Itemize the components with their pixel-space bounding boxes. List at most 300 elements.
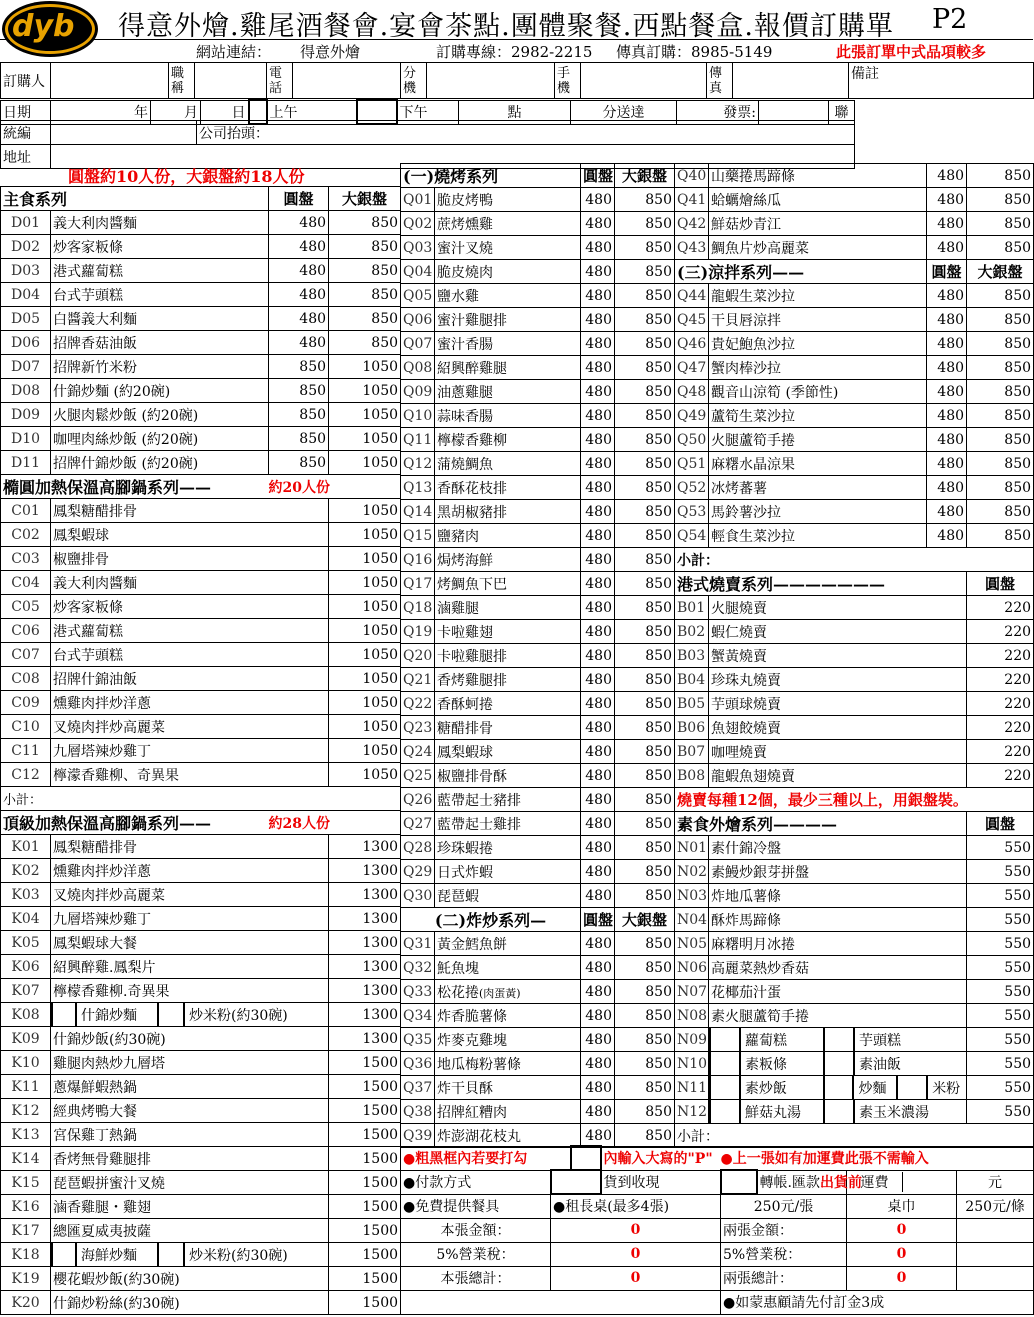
cold-round-header: 圓盤: [927, 260, 967, 284]
item-code: Q10: [401, 404, 435, 428]
pot-price: 1500: [329, 1123, 401, 1147]
menu-item-name[interactable]: 招牌什錦油飯: [51, 667, 329, 691]
item-code: K08: [1, 1003, 51, 1027]
item-code: B06: [675, 716, 709, 740]
silver-price: 850: [967, 308, 1034, 332]
item-code: C02: [1, 523, 51, 547]
item-code: N08: [675, 1004, 709, 1028]
pot-price: 1300: [329, 883, 401, 907]
menu-item-name[interactable]: 咖哩肉絲炒飯 (約20碗): [51, 427, 269, 451]
round-price: 480: [927, 428, 967, 452]
round-price: 550: [967, 908, 1034, 932]
round-price: 480: [927, 404, 967, 428]
item-code: K10: [1, 1051, 51, 1075]
phone-field[interactable]: [293, 63, 401, 99]
menu-item-name[interactable]: 油蔥雞腿: [435, 380, 581, 404]
silver-price: 850: [615, 836, 675, 860]
item-code: B05: [675, 692, 709, 716]
menu-item-name[interactable]: 蔥爆鮮蝦熱鍋: [51, 1075, 329, 1099]
item-code: C04: [1, 571, 51, 595]
order-form: [0, 62, 1034, 99]
item-code: Q13: [401, 476, 435, 500]
menu-item-name[interactable]: 檸檬香雞柳: [435, 428, 581, 452]
menu-item-name[interactable]: 蜜汁叉燒: [435, 236, 581, 260]
choice-checkbox[interactable]: [709, 1100, 741, 1123]
pot-price: 1300: [329, 955, 401, 979]
round-price: 480: [581, 1028, 615, 1052]
address-label: 地址: [1, 145, 51, 169]
menu-item-name[interactable]: 九層塔辣炒雞丁: [51, 907, 329, 931]
menu-item-name[interactable]: 芋頭球燒賣: [709, 692, 967, 716]
choice-checkbox[interactable]: [896, 1076, 928, 1099]
cod-checkbox[interactable]: [551, 1170, 601, 1194]
item-code: C03: [1, 547, 51, 571]
choice-checkbox[interactable]: [823, 1052, 855, 1075]
menu-item-name[interactable]: 紹興醉雞.鳳梨片: [51, 955, 329, 979]
menu-item-name[interactable]: 鳳梨蝦球: [435, 740, 581, 764]
menu-item-name[interactable]: 冰烤蕃薯: [709, 476, 927, 500]
round-price: 480: [581, 620, 615, 644]
silver-price: 850: [615, 788, 675, 812]
item-code: Q25: [401, 764, 435, 788]
item-code: Q19: [401, 620, 435, 644]
menu-item-name[interactable]: 卡啦雞翅: [435, 620, 581, 644]
item-code: N01: [675, 836, 709, 860]
choice-label: 海鮮炒麵: [81, 1247, 137, 1264]
menu-item-name[interactable]: 炸澎湖花枝丸: [435, 1124, 581, 1148]
menu-item-name[interactable]: 火腿肉鬆炒飯 (約20碗): [51, 403, 269, 427]
choice-label: 炒米粉(約30碗): [189, 1007, 288, 1024]
round-price: 480: [581, 428, 615, 452]
menu-item-name[interactable]: 酥炸馬蹄條: [709, 908, 967, 932]
buyer-field[interactable]: [51, 63, 169, 99]
round-price: 550: [967, 1076, 1034, 1100]
round-price: 480: [927, 236, 967, 260]
dyb-logo: dyb: [2, 1, 98, 57]
menu-item-name[interactable]: 炸干貝酥: [435, 1076, 581, 1100]
menu-item-name[interactable]: 鳳梨蝦球: [51, 523, 329, 547]
menu-item-name[interactable]: 香酥花枝排: [435, 476, 581, 500]
q-series-title: (一)燒烤系列: [401, 164, 581, 188]
mobile-field[interactable]: [581, 63, 707, 99]
pot-price: 1500: [329, 1075, 401, 1099]
item-code: D07: [1, 355, 51, 379]
menu-item-name[interactable]: 鳳梨糖醋排骨: [51, 499, 329, 523]
title-field[interactable]: [195, 63, 267, 99]
round-price: 550: [967, 932, 1034, 956]
menu-item-name[interactable]: 琵琶蝦: [435, 884, 581, 908]
pot-price: 1500: [329, 1099, 401, 1123]
pot-price: 1300: [329, 1003, 401, 1027]
menu-item-name[interactable]: 花椰茄汁蛋: [709, 980, 967, 1004]
menu-item-name[interactable]: 燻雞肉拌炒洋蔥: [51, 859, 329, 883]
silver-price: 850: [615, 452, 675, 476]
menu-item-name[interactable]: 咖哩燒賣: [709, 740, 967, 764]
pot-price: 1050: [329, 643, 401, 667]
date-label: 日期: [1, 100, 51, 124]
menu-item-name[interactable]: 炒客家粄條: [51, 595, 329, 619]
silver-price: 850: [615, 212, 675, 236]
menu-item-name[interactable]: 干貝唇涼拌: [709, 308, 927, 332]
menu-item-name[interactable]: 炒客家粄條: [51, 235, 269, 259]
item-code: N11: [675, 1076, 709, 1100]
menu-item-name[interactable]: 港式蘿蔔糕: [51, 619, 329, 643]
silver-price: 850: [329, 235, 401, 259]
c-people-note: 約20人份: [269, 475, 401, 499]
round-price: 850: [269, 355, 329, 379]
choice-label: 炒米粉(約30碗): [189, 1247, 288, 1264]
menu-item-name[interactable]: 什錦炒粉絲(約30碗): [51, 1291, 329, 1315]
menu-item-name[interactable]: 白醬義大利麵: [51, 307, 269, 331]
choice-checkbox[interactable]: [157, 1003, 185, 1026]
menu-item-name[interactable]: 燻雞肉拌炒洋蔥: [51, 691, 329, 715]
menu-item-name[interactable]: 香烤無骨雞腿排: [51, 1147, 329, 1171]
item-code: D03: [1, 259, 51, 283]
menu-item-name[interactable]: 鮮菇炒青江: [709, 212, 927, 236]
round-price: 480: [927, 500, 967, 524]
round-price: 480: [581, 236, 615, 260]
order-footer: [400, 1145, 1034, 1315]
silver-price: 850: [967, 188, 1034, 212]
menu-item-name[interactable]: 滷香雞腿・雞翅: [51, 1195, 329, 1219]
menu-item-name[interactable]: 輕食生菜沙拉: [709, 524, 927, 548]
item-code: Q46: [675, 332, 709, 356]
item-code: D08: [1, 379, 51, 403]
tax-id-field[interactable]: [51, 121, 197, 145]
menu-item-name[interactable]: 卡啦雞腿排: [435, 644, 581, 668]
menu-item-name[interactable]: 珍珠丸燒賣: [709, 668, 967, 692]
round-header: 圓盤: [269, 187, 329, 211]
freight-cell: [847, 1170, 957, 1194]
menu-item-name[interactable]: 素火腿蘆筍手捲: [709, 1004, 967, 1028]
menu-item-name[interactable]: 素鰻炒銀芽拼盤: [709, 860, 967, 884]
menu-item-name[interactable]: 叉燒肉拌炒高麗菜: [51, 715, 329, 739]
menu-item-name[interactable]: 什錦炒飯(約30碗): [51, 1027, 329, 1051]
choice-checkbox[interactable]: [709, 1052, 741, 1075]
menu-item-name[interactable]: 貴妃鮑魚沙拉: [709, 332, 927, 356]
round-price: 850: [269, 379, 329, 403]
mark-checkbox[interactable]: [571, 1146, 601, 1170]
menu-item-name[interactable]: 經典烤鴨大餐: [51, 1099, 329, 1123]
cold-silver-header: 大銀盤: [967, 260, 1034, 284]
menu-item-name[interactable]: 蟹肉棒沙拉: [709, 356, 927, 380]
silver-price: 850: [615, 404, 675, 428]
item-code: B07: [675, 740, 709, 764]
item-code: K11: [1, 1075, 51, 1099]
item-code: K20: [1, 1291, 51, 1315]
n-series-title: 素食外燴系列————: [675, 812, 967, 836]
silver-price: 850: [967, 500, 1034, 524]
menu-item-name[interactable]: 炸香脆薯條: [435, 1004, 581, 1028]
round-price: 480: [581, 836, 615, 860]
round-price: 480: [581, 524, 615, 548]
item-code: Q36: [401, 1052, 435, 1076]
menu-item-name[interactable]: 香酥蚵捲: [435, 692, 581, 716]
menu-item-name[interactable]: 黃金鱈魚餅: [435, 932, 581, 956]
silver-price: 1050: [329, 451, 401, 475]
menu-item-name[interactable]: 招牌什錦炒飯 (約20碗): [51, 451, 269, 475]
silver-price: 850: [615, 1028, 675, 1052]
menu-item-name[interactable]: 魚翅餃燒賣: [709, 716, 967, 740]
item-code: C07: [1, 643, 51, 667]
silver-price: 850: [615, 188, 675, 212]
silver-price: 850: [967, 212, 1034, 236]
silver-price: 850: [615, 932, 675, 956]
site-link[interactable]: 得意外燴: [300, 43, 361, 61]
menu-item-name[interactable]: 觀音山涼筍 (季節性): [709, 380, 927, 404]
menu-item-name[interactable]: 蟹黃燒賣: [709, 644, 967, 668]
menu-item-name[interactable]: 蝦仁燒賣: [709, 620, 967, 644]
menu-item-name[interactable]: 櫻花蝦炒飯(約30碗): [51, 1267, 329, 1291]
item-code: Q22: [401, 692, 435, 716]
menu-item-name[interactable]: 火腿燒賣: [709, 596, 967, 620]
round-price: 480: [581, 212, 615, 236]
round-price: 480: [581, 860, 615, 884]
silver-price: 850: [967, 284, 1034, 308]
menu-item-name[interactable]: 藍帶起士雞排: [435, 812, 581, 836]
item-code: Q23: [401, 716, 435, 740]
silver-price: 1050: [329, 355, 401, 379]
menu-item-name[interactable]: 椒鹽排骨酥: [435, 764, 581, 788]
mobile-label: 手機: [555, 63, 581, 99]
silver-price: 850: [615, 572, 675, 596]
silver-price: 850: [967, 404, 1034, 428]
pot-price: 1300: [329, 931, 401, 955]
round-price: 480: [927, 452, 967, 476]
round-price: 550: [967, 1028, 1034, 1052]
round-price: 550: [967, 884, 1034, 908]
choice-cell: [51, 1243, 329, 1267]
menu-item-name[interactable]: 雞腿肉熱炒九層塔: [51, 1051, 329, 1075]
menu-item-name[interactable]: 松花捲(肉蛋黃): [435, 980, 581, 1004]
menu-item-name[interactable]: 高麗菜熱炒香菇: [709, 956, 967, 980]
phone-label: 電話: [267, 63, 293, 99]
choice-cell: [709, 1052, 967, 1076]
menu-item-name[interactable]: 香烤雞腿排: [435, 668, 581, 692]
item-code: K05: [1, 931, 51, 955]
month-label: 月: [151, 100, 201, 124]
silver-price: 850: [329, 259, 401, 283]
menu-item-name[interactable]: 招牌香菇油飯: [51, 331, 269, 355]
pot-price: 1500: [329, 1291, 401, 1315]
item-code: Q51: [675, 452, 709, 476]
menu-item-name[interactable]: 烤鯛魚下巴: [435, 572, 581, 596]
choice-checkbox[interactable]: [823, 1076, 855, 1099]
item-code: K01: [1, 835, 51, 859]
round-price: 480: [581, 500, 615, 524]
item-code: K15: [1, 1171, 51, 1195]
pot-price: 1050: [329, 619, 401, 643]
item-code: D01: [1, 211, 51, 235]
silver-price: 850: [615, 692, 675, 716]
am-label: 上午: [267, 100, 357, 124]
menu-item-name[interactable]: 麻糬明月冰捲: [709, 932, 967, 956]
menu-item-name[interactable]: 招牌紅糟肉: [435, 1100, 581, 1124]
round-price: 480: [581, 1124, 615, 1148]
menu-item-name[interactable]: 蜜汁香腸: [435, 332, 581, 356]
round-price: 550: [967, 956, 1034, 980]
round-price: 480: [581, 644, 615, 668]
choice-checkbox[interactable]: [157, 1243, 185, 1266]
menu-item-name[interactable]: 琵琶蝦拼蜜汁叉燒: [51, 1171, 329, 1195]
menu-item-name[interactable]: 鳳梨蝦球大餐: [51, 931, 329, 955]
menu-item-name[interactable]: 日式炸蝦: [435, 860, 581, 884]
silver-price: 850: [967, 428, 1034, 452]
menu-item-name[interactable]: 藍帶起士豬排: [435, 788, 581, 812]
menu-item-name[interactable]: 義大利肉醬麵: [51, 211, 269, 235]
item-code: Q21: [401, 668, 435, 692]
menu-item-name[interactable]: 蒲燒鯛魚: [435, 452, 581, 476]
choice-checkbox[interactable]: [51, 1003, 77, 1026]
menu-item-name[interactable]: 龍蝦生菜沙拉: [709, 284, 927, 308]
round-price: 480: [581, 260, 615, 284]
item-code: Q34: [401, 1004, 435, 1028]
hour-label: 點: [459, 100, 571, 124]
round-price: 850: [269, 403, 329, 427]
choice-checkbox[interactable]: [709, 1076, 741, 1099]
menu-item-name[interactable]: 鹽豬肉: [435, 524, 581, 548]
choice-cell: [709, 1028, 967, 1052]
menu-item-name[interactable]: 椒鹽排骨: [51, 547, 329, 571]
menu-item-name[interactable]: 火腿蘆筍手捲: [709, 428, 927, 452]
silver-price: 1050: [329, 403, 401, 427]
menu-item-name[interactable]: 總匯夏威夷披薩: [51, 1219, 329, 1243]
round-price: 480: [581, 764, 615, 788]
table-label: ●租長桌(最多4張): [551, 1194, 721, 1218]
menu-item-name[interactable]: 麻糬水晶涼果: [709, 452, 927, 476]
menu-item-name[interactable]: 台式芋頭糕: [51, 283, 269, 307]
menu-item-name[interactable]: 糖醋排骨: [435, 716, 581, 740]
menu-item-name[interactable]: 馬鈴薯沙拉: [709, 500, 927, 524]
menu-item-name[interactable]: 蔗烤燻雞: [435, 212, 581, 236]
menu-item-name[interactable]: 蘆筍生菜沙拉: [709, 404, 927, 428]
c-subtotal: 小計：: [1, 787, 401, 811]
item-code: C12: [1, 763, 51, 787]
item-code: B01: [675, 596, 709, 620]
menu-item-name[interactable]: 檸濛香雞柳、奇異果: [51, 763, 329, 787]
choice-checkbox[interactable]: [823, 1028, 855, 1051]
choice-checkbox[interactable]: [709, 1028, 741, 1051]
round-price: 480: [581, 332, 615, 356]
menu-item-name[interactable]: 台式芋頭糕: [51, 643, 329, 667]
order-phone: 訂購專線：2982-2215: [436, 43, 593, 61]
item-code: Q28: [401, 836, 435, 860]
menu-item-name[interactable]: 焗烤海鮮: [435, 548, 581, 572]
choice-checkbox[interactable]: [51, 1243, 77, 1266]
invoice-label: 發票:: [677, 100, 759, 124]
item-code: Q53: [675, 500, 709, 524]
round-price: 550: [967, 980, 1034, 1004]
menu-item-name[interactable]: 叉燒肉拌炒高麗菜: [51, 883, 329, 907]
pot-price: 1050: [329, 595, 401, 619]
menu-item-name[interactable]: 炸麥克雞塊: [435, 1028, 581, 1052]
menu-item-name[interactable]: 蛤蠣燴絲瓜: [709, 188, 927, 212]
pot-price: 1300: [329, 979, 401, 1003]
item-code: N04: [675, 908, 709, 932]
menu-item-name[interactable]: 什錦炒麵 (約20碗): [51, 379, 269, 403]
menu-item-name[interactable]: 檸檬香雞柳.奇異果: [51, 979, 329, 1003]
item-code: Q09: [401, 380, 435, 404]
menu-item-name[interactable]: 鳳梨糖醋排骨: [51, 835, 329, 859]
item-code: Q02: [401, 212, 435, 236]
round-price: 480: [927, 284, 967, 308]
menu-item-name[interactable]: 地瓜梅粉薯條: [435, 1052, 581, 1076]
n-round-header: 圓盤: [967, 812, 1034, 836]
round-price: 550: [967, 860, 1034, 884]
item-code: B04: [675, 668, 709, 692]
menu-item-name[interactable]: 蜜汁雞腿排: [435, 308, 581, 332]
choice-checkbox[interactable]: [823, 1100, 855, 1123]
item-code: Q49: [675, 404, 709, 428]
item-code: Q50: [675, 428, 709, 452]
menu-item-name[interactable]: 義大利肉醬麵: [51, 571, 329, 595]
item-code: N02: [675, 860, 709, 884]
menu-item-name[interactable]: 脆皮燒肉: [435, 260, 581, 284]
menu-item-name[interactable]: 鹽水雞: [435, 284, 581, 308]
menu-item-name[interactable]: 招牌新竹米粉: [51, 355, 269, 379]
menu-item-name[interactable]: 龍蝦魚翅燒賣: [709, 764, 967, 788]
item-code: K16: [1, 1195, 51, 1219]
pm-label: 下午: [397, 100, 459, 124]
item-code: D11: [1, 451, 51, 475]
menu-item-name[interactable]: 鯛魚片炒高麗菜: [709, 236, 927, 260]
menu-item-name[interactable]: 山藥捲馬蹄條: [709, 164, 927, 188]
round-price: 480: [581, 284, 615, 308]
choice-label: 素油飯: [859, 1056, 901, 1073]
silver-price: 850: [615, 620, 675, 644]
round-price: 480: [927, 476, 967, 500]
two-total-label: 兩張總計：: [721, 1266, 847, 1290]
round-price: 480: [269, 211, 329, 235]
item-code: D04: [1, 283, 51, 307]
round-price: 480: [269, 307, 329, 331]
fax-field[interactable]: [733, 63, 849, 99]
silver-price: 850: [615, 956, 675, 980]
ext-field[interactable]: [427, 63, 555, 99]
pot-price: 1300: [329, 1027, 401, 1051]
menu-item-name[interactable]: 魠魚塊: [435, 956, 581, 980]
ext-label: 分機: [401, 63, 427, 99]
menu-item-name[interactable]: 珍珠蝦捲: [435, 836, 581, 860]
item-code: D02: [1, 235, 51, 259]
menu-item-name[interactable]: 蒜味香腸: [435, 404, 581, 428]
mark-note-2: 內輸入大寫的"P": [601, 1146, 721, 1170]
menu-item-name[interactable]: 港式蘿蔔糕: [51, 259, 269, 283]
item-code: Q39: [401, 1124, 435, 1148]
menu-item-name[interactable]: 素什錦冷盤: [709, 836, 967, 860]
page-title: 得意外燴.雞尾酒餐會.宴會茶點.團體聚餐.西點餐盒.報價訂購單: [118, 11, 894, 42]
item-code: Q01: [401, 188, 435, 212]
transfer-checkbox[interactable]: [721, 1170, 757, 1194]
item-code: Q06: [401, 308, 435, 332]
item-code: Q40: [675, 164, 709, 188]
menu-item-name[interactable]: 黑胡椒豬排: [435, 500, 581, 524]
silver-price: 850: [615, 860, 675, 884]
menu-item-name[interactable]: 滷雞腿: [435, 596, 581, 620]
menu-item-name[interactable]: 脆皮烤鴨: [435, 188, 581, 212]
menu-item-name[interactable]: 炸地瓜薯條: [709, 884, 967, 908]
pot-price: 1050: [329, 667, 401, 691]
item-code: C01: [1, 499, 51, 523]
menu-item-name[interactable]: 九層塔辣炒雞丁: [51, 739, 329, 763]
item-code: K14: [1, 1147, 51, 1171]
menu-item-name[interactable]: 宮保雞丁熱鍋: [51, 1123, 329, 1147]
silver-price: 850: [615, 236, 675, 260]
deliver-label: 分送達: [571, 100, 677, 124]
amount-value: 0: [551, 1218, 721, 1242]
menu-item-name[interactable]: 紹興醉雞腿: [435, 356, 581, 380]
item-code: D06: [1, 331, 51, 355]
